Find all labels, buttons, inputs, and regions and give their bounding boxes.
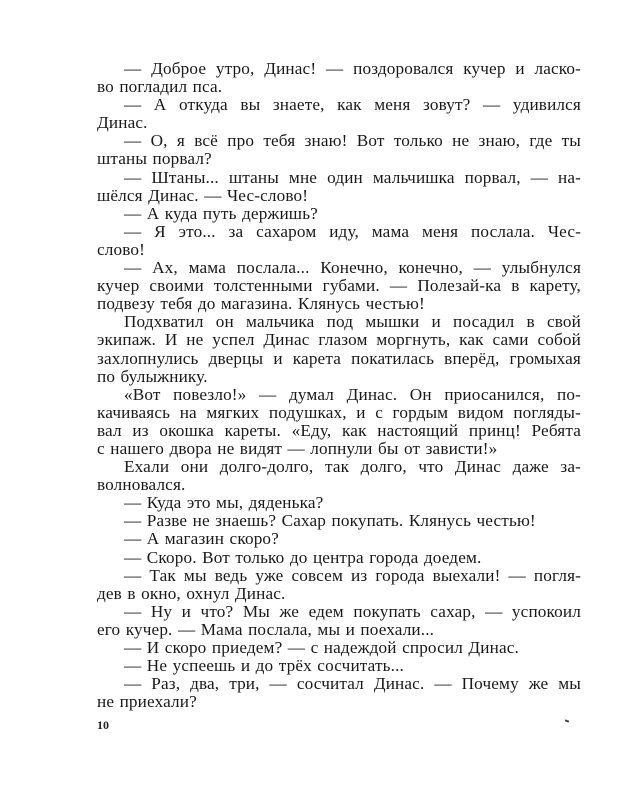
text-line: качиваясь на мягких подушках, и с гордым видом погляды- <box>97 402 581 422</box>
text-line: — А куда путь держишь? <box>124 203 318 223</box>
text-line: — А магазин скоро? <box>124 529 279 549</box>
text-line: — Доброе утро, Динас! — поздоровался кучер и ласко- <box>124 59 581 78</box>
paragraph <box>97 639 581 657</box>
text-line: слово! <box>97 239 146 259</box>
text-line: шёлся Динас. — Чес-слово! <box>97 185 309 205</box>
text-line: его кучер. — Мама послала, мы и поехали... <box>97 619 435 639</box>
text-line: — Не успеешь и до трёх сосчитать... <box>124 656 405 676</box>
text-line: — Ну и что? Мы же едем покупать сахар, — успокоил <box>124 601 581 621</box>
paragraph <box>97 657 581 675</box>
paragraph <box>97 169 581 205</box>
page-body-text <box>97 60 581 711</box>
paragraph <box>97 567 581 603</box>
text-line: Подхватил он мальчика под мышки и посадил в свой <box>124 312 581 332</box>
scan-speck <box>565 719 569 722</box>
text-line: по булыжнику. <box>97 366 208 386</box>
text-line: — Куда это мы, дяденька? <box>124 493 324 513</box>
paragraph <box>97 60 581 96</box>
text-line: дев в окно, охнул Динас. <box>97 583 286 603</box>
text-line: — Я это... за сахаром иду, мама меня послала. Чес- <box>124 221 581 241</box>
text-line: волновался. <box>97 475 186 495</box>
text-line: — Раз, два, три, — сосчитал Динас. — Почему же мы <box>124 674 581 694</box>
text-line: не приехали? <box>97 692 197 712</box>
text-line: кучер своими толстенными губами. — Полезай-ка в карету, <box>97 276 581 296</box>
text-line: — И скоро приедем? — с надеждой спросил Динас. <box>124 638 519 657</box>
paragraph <box>97 458 581 494</box>
text-line: вал из окошка кареты. «Еду, как настоящий принц! Ребята <box>97 420 581 440</box>
text-line: — А откуда вы знаете, как меня зовут? — удивился <box>124 95 581 115</box>
text-line: — Так мы ведь уже совсем из города выехали! — погля- <box>124 565 581 585</box>
paragraph <box>97 512 581 530</box>
paragraph <box>97 205 581 223</box>
text-line: экипаж. И не успел Динас глазом моргнуть, как сами собой <box>97 330 581 350</box>
paragraph <box>97 259 581 313</box>
text-line: Ехали они долго-долго, так долго, что Динас даже за- <box>124 457 581 477</box>
paragraph <box>97 549 581 567</box>
paragraph <box>97 313 581 385</box>
paragraph <box>97 603 581 639</box>
text-line: подвезу тебя до магазина. Клянусь честью! <box>97 294 425 314</box>
paragraph <box>97 223 581 259</box>
paragraph <box>97 386 581 458</box>
text-line: Динас. <box>97 113 148 133</box>
text-line: — Разве не знаешь? Сахар покупать. Клянусь честью! <box>124 511 536 531</box>
paragraph <box>97 96 581 132</box>
text-line: с нашего двора не видят — лопнули бы от зависти!» <box>97 438 498 458</box>
text-line: — О, я всё про тебя знаю! Вот только не знаю, где ты <box>124 131 581 151</box>
text-line: — Скоро. Вот только до центра города доедем. <box>124 547 482 567</box>
text-line: «Вот повезло!» — думал Динас. Он приосанился, по- <box>124 384 581 404</box>
text-line: захлопнулись дверцы и карета покатилась вперёд, громыхая <box>97 348 581 368</box>
paragraph <box>97 675 581 711</box>
paragraph <box>97 494 581 512</box>
text-line: штаны порвал? <box>97 149 212 169</box>
paragraph <box>97 530 581 548</box>
text-line: — Ах, мама послала... Конечно, конечно, — улыбнулся <box>124 258 581 278</box>
paragraph <box>97 132 581 168</box>
text-line: во погладил пса. <box>97 77 223 97</box>
page-number: 10 <box>97 718 109 732</box>
text-line: — Штаны... штаны мне один мальчишка порвал, — на- <box>124 167 581 187</box>
